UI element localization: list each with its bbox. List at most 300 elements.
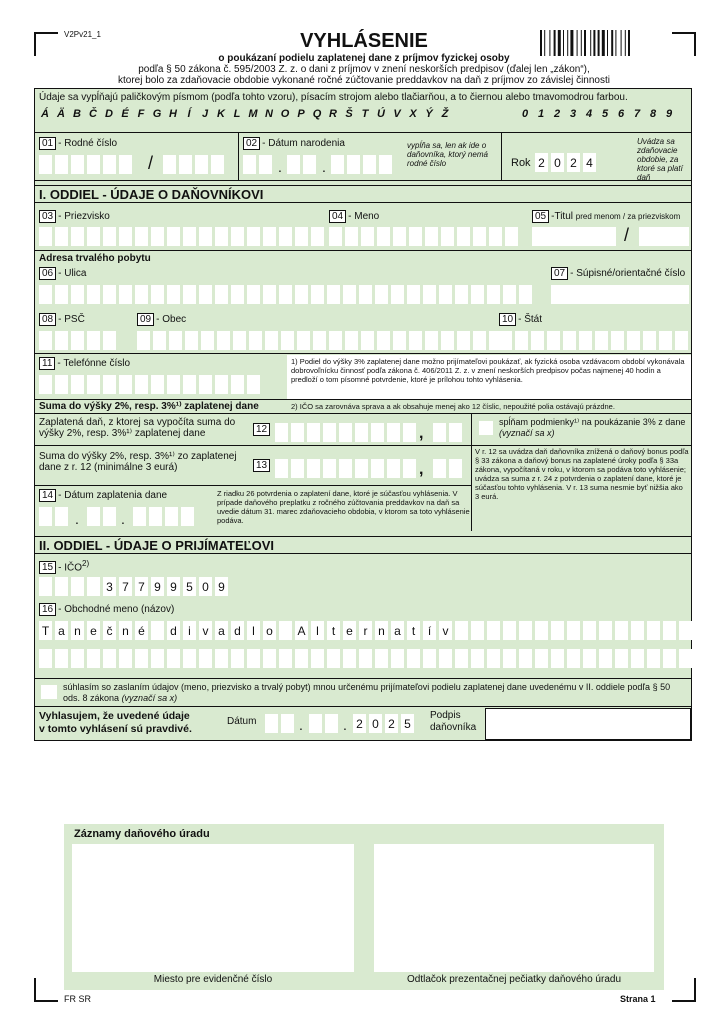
char-box[interactable] bbox=[583, 621, 596, 640]
char-box[interactable] bbox=[263, 285, 276, 304]
char-box[interactable] bbox=[119, 227, 132, 246]
char-box[interactable] bbox=[455, 285, 468, 304]
char-box[interactable]: 0 bbox=[199, 577, 212, 596]
char-box[interactable] bbox=[247, 649, 260, 668]
char-box[interactable] bbox=[449, 459, 462, 478]
char-box[interactable] bbox=[647, 621, 660, 640]
char-box[interactable] bbox=[39, 649, 52, 668]
char-box[interactable] bbox=[55, 507, 68, 526]
char-box[interactable] bbox=[595, 331, 608, 350]
char-box[interactable] bbox=[409, 331, 422, 350]
char-box[interactable]: 5 bbox=[401, 714, 414, 733]
char-box[interactable] bbox=[439, 285, 452, 304]
char-box[interactable] bbox=[287, 155, 300, 174]
char-box[interactable] bbox=[663, 621, 676, 640]
char-box[interactable] bbox=[311, 649, 324, 668]
char-box[interactable] bbox=[169, 331, 182, 350]
char-box[interactable] bbox=[423, 285, 436, 304]
char-box[interactable] bbox=[627, 331, 640, 350]
char-box[interactable] bbox=[291, 423, 304, 442]
char-box[interactable] bbox=[119, 649, 132, 668]
char-box[interactable]: T bbox=[39, 621, 52, 640]
char-box[interactable] bbox=[201, 331, 214, 350]
char-box[interactable] bbox=[185, 331, 198, 350]
char-box[interactable] bbox=[473, 227, 486, 246]
char-box[interactable] bbox=[87, 375, 100, 394]
char-box[interactable] bbox=[339, 459, 352, 478]
char-box[interactable] bbox=[407, 649, 420, 668]
char-box[interactable] bbox=[215, 285, 228, 304]
char-box[interactable] bbox=[551, 649, 564, 668]
char-box[interactable]: i bbox=[183, 621, 196, 640]
char-box[interactable] bbox=[233, 331, 246, 350]
char-box[interactable] bbox=[403, 459, 416, 478]
char-box[interactable]: 0 bbox=[551, 153, 564, 172]
char-box[interactable] bbox=[183, 227, 196, 246]
char-box[interactable] bbox=[327, 285, 340, 304]
meno-boxes[interactable] bbox=[329, 227, 518, 246]
char-box[interactable] bbox=[165, 507, 178, 526]
char-box[interactable] bbox=[329, 331, 342, 350]
char-box[interactable] bbox=[457, 227, 470, 246]
char-box[interactable]: 2 bbox=[353, 714, 366, 733]
char-box[interactable] bbox=[279, 285, 292, 304]
char-box[interactable] bbox=[135, 375, 148, 394]
obchodne-meno-row-1[interactable] bbox=[39, 621, 692, 640]
char-box[interactable] bbox=[133, 507, 146, 526]
char-box[interactable] bbox=[259, 155, 272, 174]
char-box[interactable]: a bbox=[55, 621, 68, 640]
char-box[interactable]: 3 bbox=[103, 577, 116, 596]
char-box[interactable] bbox=[663, 649, 676, 668]
char-box[interactable] bbox=[457, 331, 470, 350]
char-box[interactable] bbox=[307, 423, 320, 442]
char-box[interactable] bbox=[679, 621, 692, 640]
char-box[interactable] bbox=[103, 331, 116, 350]
char-box[interactable] bbox=[409, 227, 422, 246]
char-box[interactable] bbox=[55, 649, 68, 668]
char-box[interactable] bbox=[325, 714, 338, 733]
char-box[interactable] bbox=[449, 423, 462, 442]
char-box[interactable] bbox=[323, 459, 336, 478]
char-box[interactable] bbox=[215, 375, 228, 394]
char-box[interactable] bbox=[375, 649, 388, 668]
signature-box[interactable] bbox=[485, 708, 691, 740]
char-box[interactable] bbox=[505, 227, 518, 246]
char-box[interactable] bbox=[87, 155, 100, 174]
char-box[interactable] bbox=[393, 227, 406, 246]
char-box[interactable] bbox=[87, 577, 100, 596]
char-box[interactable] bbox=[39, 331, 52, 350]
char-box[interactable] bbox=[439, 649, 452, 668]
char-box[interactable] bbox=[279, 649, 292, 668]
char-box[interactable] bbox=[199, 285, 212, 304]
char-box[interactable] bbox=[231, 649, 244, 668]
char-box[interactable] bbox=[71, 375, 84, 394]
char-box[interactable] bbox=[371, 423, 384, 442]
stat-boxes[interactable] bbox=[499, 331, 688, 350]
char-box[interactable] bbox=[679, 649, 692, 668]
char-box[interactable] bbox=[361, 331, 374, 350]
char-box[interactable] bbox=[71, 285, 84, 304]
char-box[interactable] bbox=[87, 507, 100, 526]
char-box[interactable] bbox=[247, 227, 260, 246]
char-box[interactable] bbox=[361, 227, 374, 246]
char-box[interactable] bbox=[455, 649, 468, 668]
char-box[interactable] bbox=[503, 621, 516, 640]
char-box[interactable]: o bbox=[263, 621, 276, 640]
char-box[interactable] bbox=[343, 649, 356, 668]
char-box[interactable] bbox=[281, 331, 294, 350]
char-box[interactable] bbox=[71, 155, 84, 174]
char-box[interactable] bbox=[441, 331, 454, 350]
char-box[interactable] bbox=[323, 423, 336, 442]
field-13-boxes[interactable] bbox=[275, 459, 416, 478]
char-box[interactable] bbox=[647, 649, 660, 668]
titul-pred-input[interactable] bbox=[532, 227, 616, 246]
char-box[interactable] bbox=[281, 714, 294, 733]
char-box[interactable] bbox=[345, 331, 358, 350]
char-box[interactable] bbox=[659, 331, 672, 350]
datum-narodenia-month[interactable] bbox=[287, 155, 316, 174]
char-box[interactable] bbox=[311, 285, 324, 304]
char-box[interactable] bbox=[135, 649, 148, 668]
char-box[interactable] bbox=[211, 155, 224, 174]
char-box[interactable] bbox=[387, 423, 400, 442]
datum-month[interactable] bbox=[309, 714, 338, 733]
char-box[interactable] bbox=[167, 285, 180, 304]
char-box[interactable] bbox=[103, 285, 116, 304]
char-box[interactable] bbox=[371, 459, 384, 478]
ico-boxes[interactable] bbox=[39, 577, 228, 596]
char-box[interactable]: d bbox=[231, 621, 244, 640]
char-box[interactable] bbox=[631, 649, 644, 668]
char-box[interactable] bbox=[263, 649, 276, 668]
char-box[interactable] bbox=[137, 331, 150, 350]
datum-zaplatenia-month[interactable] bbox=[87, 507, 116, 526]
char-box[interactable] bbox=[563, 331, 576, 350]
char-box[interactable] bbox=[379, 155, 392, 174]
char-box[interactable]: 4 bbox=[583, 153, 596, 172]
char-box[interactable] bbox=[151, 285, 164, 304]
char-box[interactable] bbox=[87, 649, 100, 668]
field-13-cents[interactable] bbox=[433, 459, 462, 478]
char-box[interactable] bbox=[355, 459, 368, 478]
char-box[interactable] bbox=[39, 507, 52, 526]
char-box[interactable] bbox=[215, 649, 228, 668]
char-box[interactable]: 2 bbox=[385, 714, 398, 733]
char-box[interactable]: 9 bbox=[215, 577, 228, 596]
char-box[interactable] bbox=[471, 621, 484, 640]
char-box[interactable] bbox=[103, 155, 116, 174]
char-box[interactable] bbox=[567, 649, 580, 668]
datum-year[interactable] bbox=[353, 714, 414, 733]
char-box[interactable] bbox=[265, 714, 278, 733]
char-box[interactable] bbox=[407, 285, 420, 304]
char-box[interactable] bbox=[295, 285, 308, 304]
char-box[interactable]: 7 bbox=[135, 577, 148, 596]
char-box[interactable] bbox=[377, 331, 390, 350]
char-box[interactable] bbox=[347, 155, 360, 174]
char-box[interactable] bbox=[135, 227, 148, 246]
char-box[interactable] bbox=[87, 285, 100, 304]
char-box[interactable] bbox=[615, 621, 628, 640]
char-box[interactable]: e bbox=[87, 621, 100, 640]
char-box[interactable] bbox=[295, 649, 308, 668]
char-box[interactable] bbox=[425, 227, 438, 246]
char-box[interactable] bbox=[377, 227, 390, 246]
char-box[interactable] bbox=[489, 227, 502, 246]
char-box[interactable] bbox=[39, 375, 52, 394]
char-box[interactable] bbox=[387, 459, 400, 478]
char-box[interactable] bbox=[279, 227, 292, 246]
char-box[interactable] bbox=[231, 227, 244, 246]
char-box[interactable] bbox=[471, 285, 484, 304]
char-box[interactable] bbox=[303, 155, 316, 174]
char-box[interactable] bbox=[103, 227, 116, 246]
char-box[interactable] bbox=[55, 227, 68, 246]
char-box[interactable] bbox=[71, 649, 84, 668]
char-box[interactable] bbox=[199, 375, 212, 394]
char-box[interactable] bbox=[519, 285, 532, 304]
char-box[interactable] bbox=[615, 649, 628, 668]
char-box[interactable] bbox=[535, 649, 548, 668]
char-box[interactable] bbox=[551, 621, 564, 640]
char-box[interactable]: A bbox=[295, 621, 308, 640]
char-box[interactable] bbox=[55, 155, 68, 174]
char-box[interactable] bbox=[55, 331, 68, 350]
char-box[interactable] bbox=[183, 649, 196, 668]
char-box[interactable] bbox=[375, 285, 388, 304]
char-box[interactable]: t bbox=[327, 621, 340, 640]
char-box[interactable] bbox=[151, 227, 164, 246]
char-box[interactable] bbox=[359, 649, 372, 668]
char-box[interactable] bbox=[39, 155, 52, 174]
char-box[interactable] bbox=[217, 331, 230, 350]
char-box[interactable] bbox=[547, 331, 560, 350]
char-box[interactable]: n bbox=[375, 621, 388, 640]
char-box[interactable]: n bbox=[71, 621, 84, 640]
char-box[interactable] bbox=[199, 649, 212, 668]
char-box[interactable] bbox=[199, 227, 212, 246]
char-box[interactable] bbox=[391, 649, 404, 668]
char-box[interactable] bbox=[579, 331, 592, 350]
char-box[interactable] bbox=[39, 227, 52, 246]
datum-narodenia-day[interactable] bbox=[243, 155, 272, 174]
datum-zaplatenia-day[interactable] bbox=[39, 507, 68, 526]
ulica-boxes[interactable] bbox=[39, 285, 532, 304]
char-box[interactable] bbox=[167, 375, 180, 394]
char-box[interactable] bbox=[151, 621, 164, 640]
char-box[interactable] bbox=[247, 285, 260, 304]
char-box[interactable] bbox=[167, 649, 180, 668]
rodne-cislo-part1[interactable] bbox=[39, 155, 132, 174]
char-box[interactable] bbox=[363, 155, 376, 174]
char-box[interactable] bbox=[55, 375, 68, 394]
char-box[interactable]: 0 bbox=[369, 714, 382, 733]
char-box[interactable] bbox=[231, 285, 244, 304]
char-box[interactable] bbox=[71, 577, 84, 596]
telefon-boxes[interactable] bbox=[39, 375, 260, 394]
char-box[interactable]: 9 bbox=[151, 577, 164, 596]
char-box[interactable] bbox=[345, 227, 358, 246]
char-box[interactable] bbox=[455, 621, 468, 640]
char-box[interactable] bbox=[215, 227, 228, 246]
char-box[interactable] bbox=[151, 649, 164, 668]
char-box[interactable]: 7 bbox=[119, 577, 132, 596]
char-box[interactable]: 5 bbox=[183, 577, 196, 596]
char-box[interactable] bbox=[487, 621, 500, 640]
char-box[interactable] bbox=[39, 577, 52, 596]
char-box[interactable] bbox=[265, 331, 278, 350]
char-box[interactable] bbox=[631, 621, 644, 640]
char-box[interactable] bbox=[275, 423, 288, 442]
char-box[interactable] bbox=[473, 331, 486, 350]
char-box[interactable]: v bbox=[439, 621, 452, 640]
char-box[interactable] bbox=[263, 227, 276, 246]
supisne-cislo-input[interactable] bbox=[551, 285, 689, 304]
char-box[interactable] bbox=[331, 155, 344, 174]
char-box[interactable] bbox=[329, 227, 342, 246]
char-box[interactable] bbox=[181, 507, 194, 526]
char-box[interactable] bbox=[297, 331, 310, 350]
char-box[interactable] bbox=[355, 423, 368, 442]
char-box[interactable] bbox=[167, 227, 180, 246]
char-box[interactable] bbox=[393, 331, 406, 350]
char-box[interactable]: é bbox=[135, 621, 148, 640]
char-box[interactable] bbox=[119, 375, 132, 394]
char-box[interactable] bbox=[231, 375, 244, 394]
obec-boxes[interactable] bbox=[137, 331, 502, 350]
char-box[interactable] bbox=[423, 649, 436, 668]
char-box[interactable] bbox=[531, 331, 544, 350]
condition-checkbox[interactable] bbox=[479, 421, 493, 435]
char-box[interactable] bbox=[183, 375, 196, 394]
field-12-boxes[interactable] bbox=[275, 423, 416, 442]
char-box[interactable]: 9 bbox=[167, 577, 180, 596]
char-box[interactable] bbox=[599, 649, 612, 668]
char-box[interactable] bbox=[119, 155, 132, 174]
char-box[interactable] bbox=[343, 285, 356, 304]
char-box[interactable]: l bbox=[247, 621, 260, 640]
char-box[interactable] bbox=[183, 285, 196, 304]
char-box[interactable] bbox=[295, 227, 308, 246]
char-box[interactable] bbox=[567, 621, 580, 640]
char-box[interactable]: í bbox=[423, 621, 436, 640]
char-box[interactable] bbox=[307, 459, 320, 478]
char-box[interactable] bbox=[119, 285, 132, 304]
titul-za-input[interactable] bbox=[639, 227, 689, 246]
char-box[interactable]: č bbox=[103, 621, 116, 640]
char-box[interactable] bbox=[519, 621, 532, 640]
char-box[interactable] bbox=[519, 649, 532, 668]
char-box[interactable] bbox=[425, 331, 438, 350]
char-box[interactable] bbox=[87, 331, 100, 350]
char-box[interactable] bbox=[55, 577, 68, 596]
char-box[interactable] bbox=[433, 423, 446, 442]
char-box[interactable] bbox=[515, 331, 528, 350]
char-box[interactable] bbox=[247, 375, 260, 394]
char-box[interactable] bbox=[195, 155, 208, 174]
obchodne-meno-row-2[interactable] bbox=[39, 649, 692, 668]
datum-narodenia-year[interactable] bbox=[331, 155, 392, 174]
char-box[interactable] bbox=[309, 714, 322, 733]
char-box[interactable] bbox=[487, 649, 500, 668]
char-box[interactable] bbox=[179, 155, 192, 174]
char-box[interactable]: e bbox=[343, 621, 356, 640]
consent-checkbox[interactable] bbox=[41, 685, 57, 699]
char-box[interactable] bbox=[311, 227, 324, 246]
char-box[interactable]: n bbox=[119, 621, 132, 640]
char-box[interactable] bbox=[87, 227, 100, 246]
char-box[interactable]: v bbox=[199, 621, 212, 640]
char-box[interactable] bbox=[611, 331, 624, 350]
char-box[interactable] bbox=[403, 423, 416, 442]
char-box[interactable] bbox=[135, 285, 148, 304]
datum-zaplatenia-year[interactable] bbox=[133, 507, 194, 526]
char-box[interactable] bbox=[279, 621, 292, 640]
field-12-cents[interactable] bbox=[433, 423, 462, 442]
char-box[interactable]: a bbox=[391, 621, 404, 640]
char-box[interactable]: 2 bbox=[567, 153, 580, 172]
char-box[interactable] bbox=[487, 285, 500, 304]
char-box[interactable] bbox=[441, 227, 454, 246]
char-box[interactable] bbox=[103, 507, 116, 526]
char-box[interactable] bbox=[499, 331, 512, 350]
char-box[interactable]: 2 bbox=[535, 153, 548, 172]
char-box[interactable] bbox=[103, 649, 116, 668]
char-box[interactable] bbox=[433, 459, 446, 478]
rok-boxes[interactable] bbox=[535, 153, 596, 172]
char-box[interactable] bbox=[599, 621, 612, 640]
char-box[interactable] bbox=[151, 375, 164, 394]
char-box[interactable]: a bbox=[215, 621, 228, 640]
rodne-cislo-part2[interactable] bbox=[163, 155, 224, 174]
char-box[interactable] bbox=[643, 331, 656, 350]
char-box[interactable] bbox=[535, 621, 548, 640]
char-box[interactable] bbox=[359, 285, 372, 304]
char-box[interactable] bbox=[675, 331, 688, 350]
char-box[interactable] bbox=[103, 375, 116, 394]
char-box[interactable]: r bbox=[359, 621, 372, 640]
char-box[interactable] bbox=[503, 649, 516, 668]
char-box[interactable] bbox=[471, 649, 484, 668]
char-box[interactable] bbox=[149, 507, 162, 526]
datum-day[interactable] bbox=[265, 714, 294, 733]
char-box[interactable] bbox=[313, 331, 326, 350]
char-box[interactable] bbox=[153, 331, 166, 350]
char-box[interactable] bbox=[163, 155, 176, 174]
psc-boxes[interactable] bbox=[39, 331, 116, 350]
char-box[interactable] bbox=[503, 285, 516, 304]
char-box[interactable] bbox=[55, 285, 68, 304]
char-box[interactable] bbox=[391, 285, 404, 304]
char-box[interactable] bbox=[291, 459, 304, 478]
char-box[interactable] bbox=[71, 227, 84, 246]
char-box[interactable] bbox=[39, 285, 52, 304]
char-box[interactable] bbox=[339, 423, 352, 442]
char-box[interactable] bbox=[275, 459, 288, 478]
char-box[interactable] bbox=[249, 331, 262, 350]
char-box[interactable]: t bbox=[407, 621, 420, 640]
char-box[interactable]: l bbox=[311, 621, 324, 640]
char-box[interactable]: d bbox=[167, 621, 180, 640]
char-box[interactable] bbox=[243, 155, 256, 174]
priezvisko-boxes[interactable] bbox=[39, 227, 324, 246]
char-box[interactable] bbox=[71, 331, 84, 350]
char-box[interactable] bbox=[583, 649, 596, 668]
char-box[interactable] bbox=[327, 649, 340, 668]
